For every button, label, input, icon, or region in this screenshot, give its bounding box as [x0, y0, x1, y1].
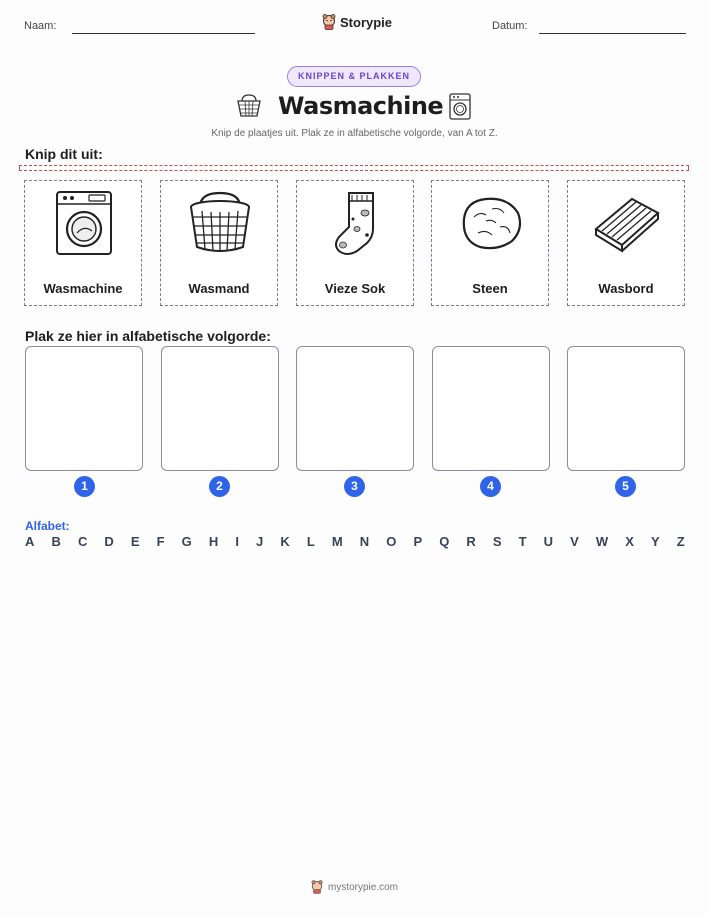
paste-slot[interactable] [432, 346, 550, 471]
brand-name: Storypie [340, 14, 393, 30]
alphabet-letter: Y [650, 534, 660, 549]
page-title: Wasmachine [278, 92, 444, 120]
storypie-mascot-icon [311, 880, 323, 894]
alphabet-letter: L [306, 534, 315, 549]
activity-badge: KNIPPEN & PLAKKEN [287, 66, 421, 87]
alphabet-letter: P [413, 534, 423, 549]
footer-url[interactable]: mystorypie.com [327, 881, 398, 893]
cut-heading: Knip dit uit: [25, 146, 103, 162]
alphabet-letter: H [208, 534, 219, 549]
laundry-basket-icon [236, 94, 262, 118]
card-label: Steen [472, 281, 508, 296]
alphabet-letter: V [570, 534, 579, 549]
instructions: Knip de plaatjes uit. Plak ze in alfabetische volgorde, van A tot Z. [211, 128, 498, 139]
alphabet-letter: O [386, 534, 397, 549]
alphabet-letter: Z [676, 534, 685, 549]
stone-icon [456, 189, 526, 259]
cut-card[interactable] [24, 180, 142, 306]
cut-card[interactable] [160, 180, 278, 306]
cut-card[interactable] [567, 180, 685, 306]
alphabet-title: Alfabet: [25, 519, 70, 533]
cut-card[interactable] [296, 180, 414, 306]
storypie-mascot-icon [322, 14, 336, 30]
laundry-basket-icon [185, 189, 255, 259]
washboard-icon [592, 189, 662, 259]
dirty-sock-icon [321, 189, 391, 259]
alphabet-letter: C [77, 534, 88, 549]
washing-machine-icon [49, 189, 119, 259]
washing-machine-icon [449, 93, 471, 120]
paste-slot[interactable] [161, 346, 279, 471]
title-row [0, 90, 709, 126]
cut-card[interactable] [431, 180, 549, 306]
alphabet-letter: X [625, 534, 634, 549]
alphabet-row [25, 534, 685, 549]
alphabet-letter: T [518, 534, 527, 549]
alphabet-letter: I [235, 534, 239, 549]
name-label: Naam: [24, 20, 57, 32]
footer [0, 880, 709, 894]
alphabet-letter: F [156, 534, 165, 549]
card-label: Wasmachine [43, 281, 123, 296]
cut-line [19, 165, 689, 171]
alphabet-letter: K [280, 534, 290, 549]
paste-heading: Plak ze hier in alfabetische volgorde: [25, 328, 271, 344]
alphabet-letter: B [51, 534, 61, 549]
alphabet-letter: E [130, 534, 140, 549]
alphabet-letter: J [256, 534, 264, 549]
paste-slot[interactable] [567, 346, 685, 471]
alphabet-letter: R [466, 534, 476, 549]
date-line[interactable] [539, 33, 686, 34]
alphabet-letter: S [492, 534, 502, 549]
alphabet-letter: W [595, 534, 609, 549]
brand-logo [322, 14, 392, 30]
alphabet-letter: G [181, 534, 192, 549]
paste-slot[interactable] [296, 346, 414, 471]
slot-number: 5 [615, 476, 636, 497]
paste-slot[interactable] [25, 346, 143, 471]
card-label: Vieze Sok [324, 281, 386, 296]
alphabet-letter: U [543, 534, 554, 549]
date-label: Datum: [492, 20, 528, 32]
name-line[interactable] [72, 33, 255, 34]
alphabet-letter: D [104, 534, 114, 549]
alphabet-letter: N [359, 534, 370, 549]
alphabet-letter: Q [439, 534, 450, 549]
card-label: Wasbord [598, 281, 654, 296]
slot-number: 1 [74, 476, 95, 497]
slot-number: 2 [209, 476, 230, 497]
slot-number: 3 [344, 476, 365, 497]
alphabet-letter: M [331, 534, 343, 549]
slot-number: 4 [480, 476, 501, 497]
card-label: Wasmand [188, 281, 250, 296]
alphabet-letter: A [25, 534, 35, 549]
